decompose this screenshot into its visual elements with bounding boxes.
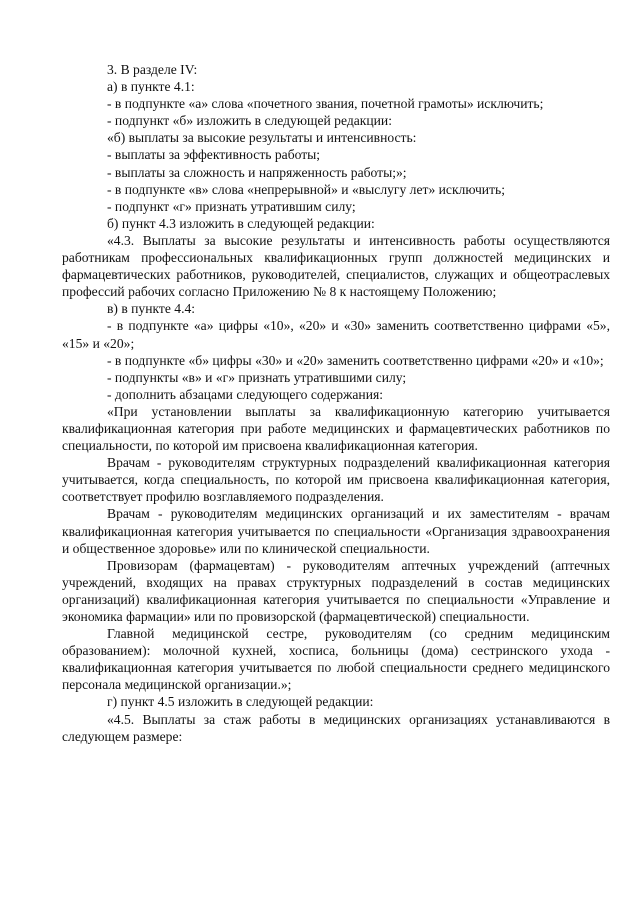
paragraph: - в подпункте «а» слова «почетного звания, почетной грамоты» исключить; <box>107 96 544 112</box>
paragraph: - дополнить абзацами следующего содержания: <box>107 386 384 402</box>
paragraph: - выплаты за эффективность работы; <box>107 147 321 163</box>
paragraph: «б) выплаты за высокие результаты и интенсивность: <box>107 130 417 146</box>
paragraph: в) в пункте 4.4: <box>107 301 196 317</box>
paragraph: б) пункт 4.3 изложить в следующей редакции: <box>107 215 375 231</box>
paragraph: г) пункт 4.5 изложить в следующей редакции: <box>107 694 374 710</box>
paragraph: - выплаты за сложность и напряженность работы;»; <box>107 164 407 180</box>
paragraph: - подпункт «г» признать утратившим силу; <box>107 198 356 214</box>
paragraph: Провизорам (фармацевтам) - руководителям аптечных учреждений (аптечных учреждений, входящих на правах структурных подразделений в состав медицинских организаций) квалификационная категория учитывается по специальности «Управление и экономика фармации» или по провизорской (фармацевтической) специальности. <box>62 557 610 624</box>
paragraph: Врачам - руководителям медицинских организаций и их заместителям - врачам квалификационная категория учитывается по специальности «Организация здравоохранения и общественное здоровье» или по клинической специальности. <box>62 506 610 556</box>
paragraph: «4.5. Выплаты за стаж работы в медицинских организациях устанавливаются в следующем размере: <box>62 711 610 744</box>
paragraph: - подпункты «в» и «г» признать утратившими силу; <box>107 369 407 385</box>
paragraph: - в подпункте «б» цифры «30» и «20» заменить соответственно цифрами «20» и «10»; <box>107 352 604 368</box>
paragraph: а) в пункте 4.1: <box>107 79 195 95</box>
paragraph: Врачам - руководителям структурных подразделений квалификационная категория учитывается, когда специальность, по которой им присвоена квалификационная категория, соответствует профилю возглавляемого подразделения. <box>62 455 610 505</box>
paragraph: «При установлении выплаты за квалификационную категорию учитывается квалификационная категория при работе медицинских и фармацевтических работников по специальности, по которой им присвоена квалификационная категория. <box>62 403 610 454</box>
paragraph: - в подпункте «а» цифры «10», «20» и «30» заменить соответственно цифрами «5», «15» и «20»; <box>62 318 610 351</box>
paragraph: Главной медицинской сестре, руководителям (со средним медицинским образованием): молочной кухней, хосписа, больницы (дома) сестринского ухода - квалификационная категория учитывается по любой специальности среднего медицинского персонала медицинской организации.»; <box>62 626 610 693</box>
paragraph: 3. В разделе IV: <box>107 62 198 77</box>
paragraph: «4.3. Выплаты за высокие результаты и интенсивность работы осуществляются работникам профессиональных квалификационных групп должностей медицинских и фармацевтических работников, руководителей, специалистов, служащих и общеотраслевых профессий рабочих согласно Приложению № 8 к настоящему Положению; <box>62 232 610 300</box>
paragraph: - в подпункте «в» слова «непрерывной» и «выслугу лет» исключить; <box>107 181 506 197</box>
paragraph: - подпункт «б» изложить в следующей редакции: <box>107 113 392 129</box>
